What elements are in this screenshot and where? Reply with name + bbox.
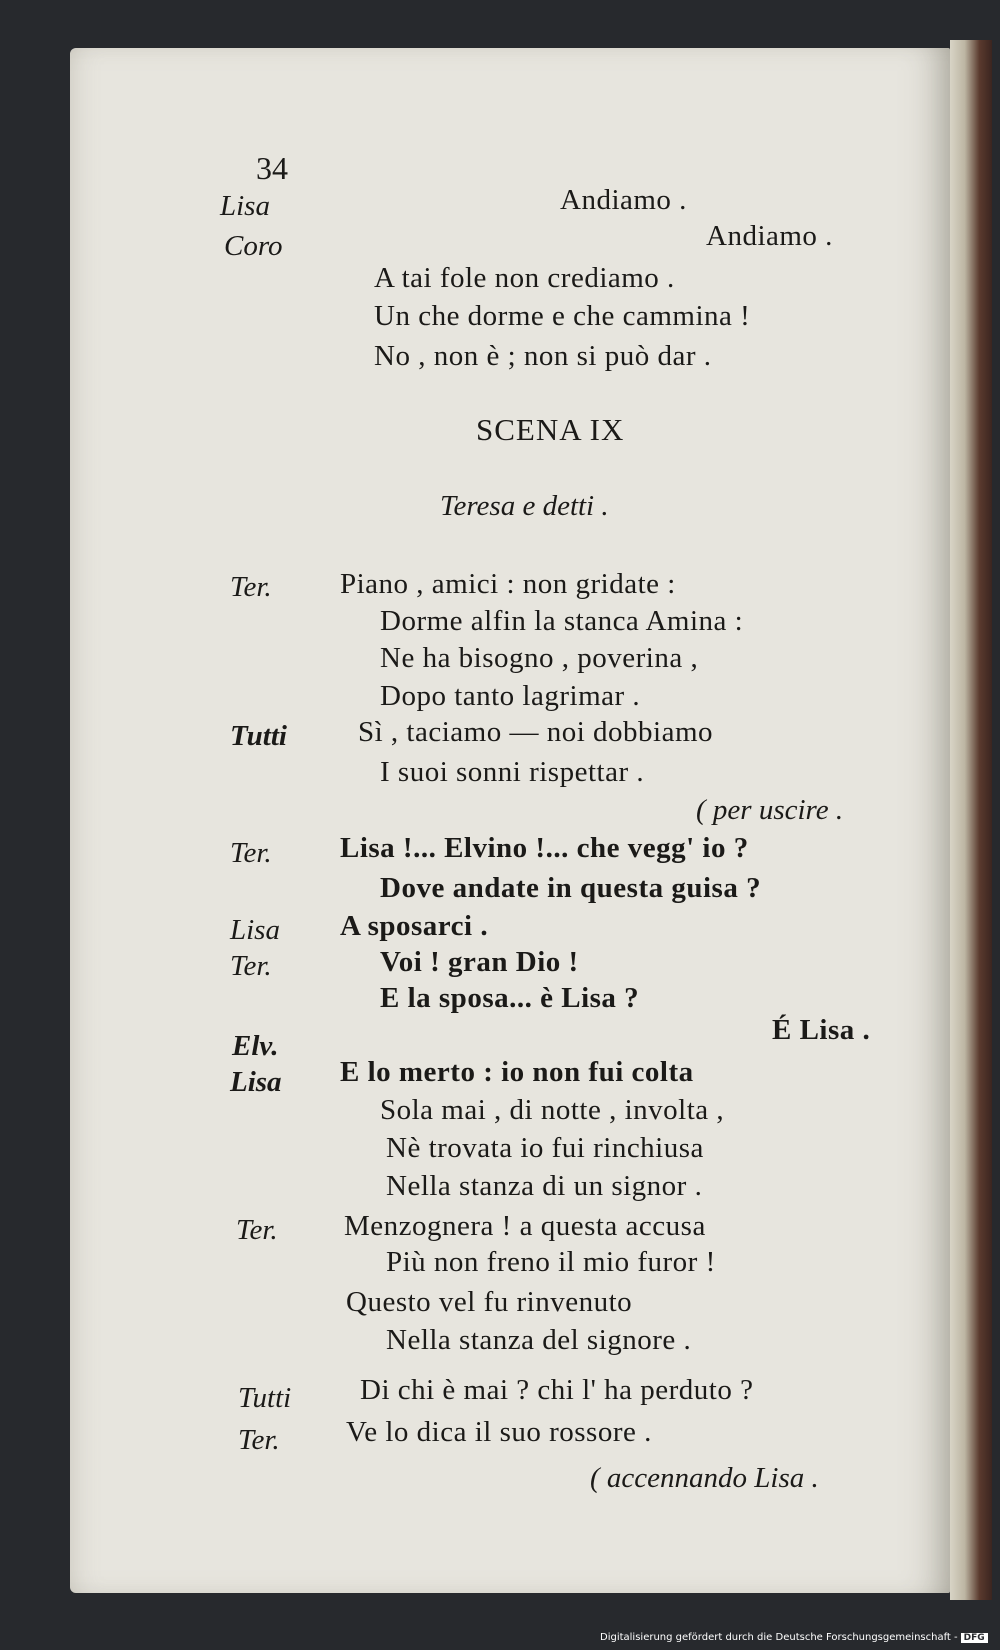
verse-line: Menzognera ! a questa accusa	[344, 1210, 706, 1242]
verse-line: Questo vel fu rinvenuto	[346, 1286, 633, 1318]
verse-line: Voi ! gran Dio !	[380, 946, 579, 978]
verse-line: E la sposa... è Lisa ?	[380, 982, 640, 1014]
verse-line: Piano , amici : non gridate :	[340, 568, 676, 600]
speaker-ter: Ter.	[230, 837, 272, 869]
stage-direction: ( per uscire .	[696, 794, 844, 826]
verse-line: Nella stanza del signore .	[386, 1324, 692, 1356]
scene-title: SCENA IX	[476, 412, 625, 447]
verse-line: É Lisa .	[772, 1014, 871, 1046]
verse-line: A tai fole non crediamo .	[374, 262, 675, 294]
speaker-ter: Ter.	[236, 1214, 278, 1246]
verse-line: I suoi sonni rispettar .	[380, 756, 645, 788]
verse-line: Di chi è mai ? chi l' ha perduto ?	[360, 1374, 754, 1406]
verse-line: Andiamo .	[560, 184, 687, 216]
verse-line: Un che dorme e che cammina !	[374, 300, 751, 332]
verse-line: Sì , taciamo — noi dobbiamo	[358, 716, 714, 748]
speaker-ter: Ter.	[230, 571, 272, 603]
speaker-ter: Ter.	[230, 950, 272, 982]
verse-line: Nè trovata io fui rinchiusa	[386, 1132, 704, 1164]
verse-line: Ne ha bisogno , poverina ,	[380, 642, 699, 674]
verse-line: Dorme alfin la stanca Amina :	[380, 605, 744, 637]
speaker-coro: Coro	[224, 230, 283, 262]
scene-characters: Teresa e detti .	[440, 490, 609, 522]
speaker-lisa: Lisa	[230, 1066, 282, 1098]
verse-line: A sposarci .	[340, 910, 489, 942]
digitization-credit	[600, 1632, 988, 1643]
verse-line: No , non è ; non si può dar .	[374, 340, 712, 372]
credit-text: Digitalisierung gefördert durch die Deutsche Forschungsgemeinschaft -	[600, 1632, 958, 1643]
verse-line: E lo merto : io non fui colta	[340, 1056, 694, 1088]
verse-line: Sola mai , di notte , involta ,	[380, 1094, 725, 1126]
verse-line: Ve lo dica il suo rossore .	[346, 1416, 652, 1448]
verse-line: Andiamo .	[706, 220, 833, 252]
speaker-ter: Ter.	[238, 1424, 280, 1456]
book-spine-edge	[950, 40, 992, 1600]
speaker-elv: Elv.	[232, 1030, 279, 1062]
speaker-tutti: Tutti	[230, 720, 287, 752]
page-number: 34	[256, 150, 288, 186]
stage-direction: ( accennando Lisa .	[590, 1462, 819, 1494]
speaker-lisa: Lisa	[220, 190, 270, 222]
dfg-logo: DFG	[961, 1633, 988, 1643]
verse-line: Dove andate in questa guisa ?	[380, 872, 762, 904]
verse-line: Lisa !... Elvino !... che vegg' io ?	[340, 832, 749, 864]
speaker-tutti: Tutti	[238, 1382, 292, 1414]
verse-line: Nella stanza di un signor .	[386, 1170, 703, 1202]
speaker-lisa: Lisa	[230, 914, 280, 946]
verse-line: Dopo tanto lagrimar .	[380, 680, 641, 712]
verse-line: Più non freno il mio furor !	[386, 1246, 716, 1278]
